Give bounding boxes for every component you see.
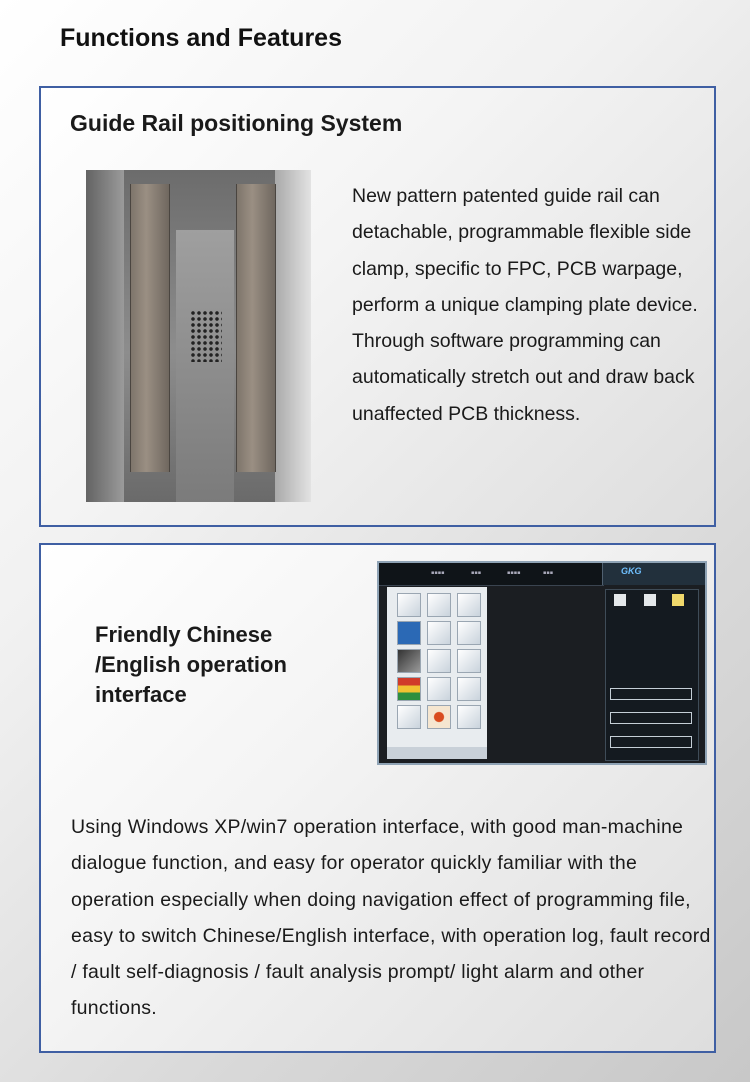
ui-function-icon	[397, 677, 421, 701]
title-line-2: /English operation	[95, 652, 287, 677]
operation-interface-description: Using Windows XP/win7 operation interface, with good man-machine dialogue function, and easy for operator quickly familiar with the operation especially when doing navigation effect of programming file, easy to switch Chinese/English interface, with operation log, fault record / fault self-diagnosis / fault analysis prompt/ light alarm and other functions.	[71, 816, 711, 1020]
ui-function-icon	[397, 621, 421, 645]
photo-clamping-plate	[176, 230, 234, 502]
ui-function-icon	[397, 705, 421, 729]
ui-function-icon	[457, 649, 481, 673]
ui-menu-item: ▪▪▪	[543, 570, 554, 576]
stop-icon	[672, 594, 684, 606]
ui-function-icon	[457, 621, 481, 645]
photo-rail-right	[236, 184, 276, 472]
ui-menu-item: ▪▪▪	[471, 570, 482, 576]
photo-left-frame	[86, 170, 124, 502]
ui-panel-button	[610, 736, 692, 748]
ui-panel-button	[610, 688, 692, 700]
title-line-3: interface	[95, 682, 187, 707]
ui-function-icon	[427, 677, 451, 701]
operation-interface-section	[39, 543, 716, 1053]
pause-icon	[644, 594, 656, 606]
play-icon	[614, 594, 626, 606]
ui-function-icon	[457, 705, 481, 729]
ui-function-icon	[457, 677, 481, 701]
ui-bottom-tabs	[387, 747, 487, 759]
software-interface-screenshot	[377, 561, 707, 765]
ui-function-icon-grid	[387, 587, 487, 751]
page-heading: Functions and Features	[60, 24, 342, 52]
photo-right-frame	[275, 170, 311, 502]
ui-control-panel	[605, 589, 699, 761]
photo-plate-holes	[190, 310, 222, 362]
ui-brand-logo: GKG	[621, 566, 642, 576]
ui-function-icon	[457, 593, 481, 617]
ui-function-icon	[427, 593, 451, 617]
guide-rail-title: Guide Rail positioning System	[70, 110, 403, 136]
ui-menu-bar	[379, 563, 604, 586]
photo-rail-left	[130, 184, 170, 472]
ui-menu-item: ▪▪▪▪	[507, 570, 521, 576]
ui-function-icon	[427, 705, 451, 729]
ui-brand-panel	[602, 563, 705, 585]
ui-menu-item: ▪▪▪▪	[431, 570, 445, 576]
ui-function-icon	[427, 621, 451, 645]
ui-function-icon	[427, 649, 451, 673]
title-line-1: Friendly Chinese	[95, 622, 273, 647]
ui-function-icon	[397, 593, 421, 617]
operation-interface-title	[95, 620, 287, 710]
guide-rail-description: New pattern patented guide rail can detachable, programmable flexible side clamp, specific to FPC, PCB warpage, perform a unique clamping plate device. Through software programming can automatically stretch out and draw back unaffected PCB thickness.	[352, 185, 698, 425]
guide-rail-photo	[86, 170, 311, 502]
guide-rail-section	[39, 86, 716, 527]
ui-function-icon	[397, 649, 421, 673]
ui-panel-button	[610, 712, 692, 724]
